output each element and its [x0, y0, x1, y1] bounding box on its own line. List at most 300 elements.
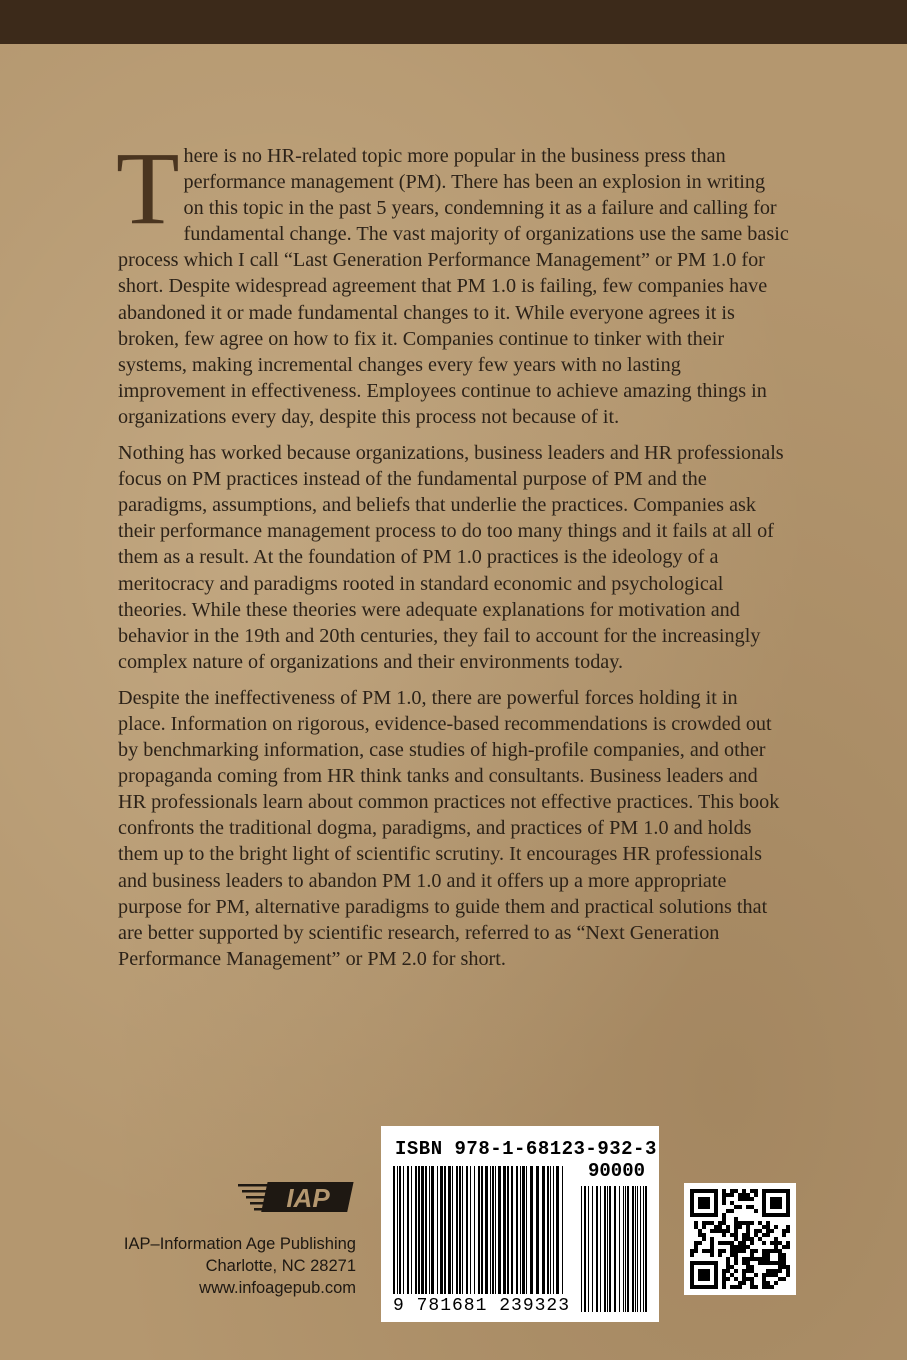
qr-module [786, 1265, 790, 1269]
qr-module [762, 1285, 766, 1289]
barcode-bar [399, 1166, 401, 1294]
qr-code [684, 1183, 796, 1295]
barcode-digits: 9 781681 239323 [393, 1296, 571, 1316]
qr-module [718, 1225, 722, 1229]
qr-module [766, 1225, 770, 1229]
qr-module [774, 1261, 778, 1265]
qr-module [734, 1233, 738, 1237]
publisher-name: IAP–Information Age Publishing [123, 1235, 356, 1253]
qr-module [690, 1253, 694, 1257]
barcode-bar [547, 1166, 549, 1294]
qr-module [782, 1253, 786, 1257]
qr-code-pattern [684, 1183, 796, 1295]
qr-module [750, 1197, 754, 1201]
qr-module [762, 1281, 766, 1285]
qr-module [734, 1269, 738, 1273]
qr-module [722, 1241, 726, 1245]
qr-module [730, 1245, 734, 1249]
qr-module [694, 1225, 698, 1229]
barcode-bar [481, 1166, 483, 1294]
barcode-bar [553, 1166, 554, 1294]
qr-module [746, 1205, 750, 1209]
qr-module [726, 1269, 730, 1273]
qr-finder [698, 1197, 710, 1209]
qr-module [766, 1269, 770, 1273]
addon-bar [596, 1186, 598, 1312]
barcode-bar [444, 1166, 446, 1294]
qr-module [722, 1249, 726, 1253]
qr-module [734, 1285, 738, 1289]
qr-module [746, 1221, 750, 1225]
qr-module [746, 1257, 750, 1261]
qr-module [738, 1205, 742, 1209]
top-band [0, 0, 907, 44]
barcode-bar [415, 1166, 417, 1294]
qr-module [742, 1241, 746, 1245]
qr-module [758, 1237, 762, 1241]
qr-module [726, 1225, 730, 1229]
qr-module [762, 1273, 766, 1277]
qr-module [762, 1225, 766, 1229]
qr-module [762, 1233, 766, 1237]
qr-module [742, 1197, 746, 1201]
qr-module [778, 1261, 782, 1265]
blurb-paragraph-3: Despite the ineffectiveness of PM 1.0, there are powerful forces holding it in place. Information on rigorous, evidence-based recommendations is crowded out by benchmarking information, case studies of high-profile companies, and other propaganda coming from HR think tanks and consultants. Business leaders and HR professionals learn about common practices not effective practices. This book confronts the traditional dogma, paradigms, and practices of PM 1.0 and holds them up to the bright light of scientific scrutiny. It encourages HR professionals and business leaders to abandon PM 1.0 and it offers up a more appropriate purpose for PM, alternative paradigms to guide them and practical solutions that are better supported by scientific research, referred to as “Next Generation Performance Management” or PM 2.0 for short. [118, 686, 780, 970]
addon-bar [623, 1186, 624, 1312]
qr-module [758, 1257, 762, 1261]
qr-module [730, 1193, 734, 1197]
qr-module [710, 1253, 714, 1257]
qr-module [694, 1221, 698, 1225]
qr-module [702, 1233, 706, 1237]
qr-module [734, 1217, 738, 1221]
qr-module [770, 1269, 774, 1273]
qr-module [746, 1197, 750, 1201]
barcode-bar [511, 1166, 513, 1294]
qr-module [746, 1193, 750, 1197]
qr-module [726, 1277, 730, 1281]
qr-module [730, 1241, 734, 1245]
blurb-paragraph-1 [116, 131, 790, 430]
qr-module [766, 1273, 770, 1277]
qr-module [774, 1237, 778, 1241]
qr-module [778, 1265, 782, 1269]
addon-bar [609, 1186, 611, 1312]
addon-bar [588, 1186, 589, 1312]
qr-module [766, 1229, 770, 1233]
qr-module [718, 1229, 722, 1233]
back-cover-blurb [116, 131, 790, 982]
barcode-bar [403, 1166, 404, 1294]
qr-module [766, 1221, 770, 1225]
qr-module [750, 1205, 754, 1209]
addon-bar [627, 1186, 629, 1312]
qr-module [770, 1241, 774, 1245]
barcode-bar [452, 1166, 453, 1294]
qr-module [734, 1205, 738, 1209]
qr-module [734, 1277, 738, 1281]
qr-module [734, 1225, 738, 1229]
qr-module [702, 1221, 706, 1225]
qr-module [710, 1245, 714, 1249]
barcode-bar [522, 1166, 525, 1294]
qr-module [738, 1193, 742, 1197]
qr-module [778, 1249, 782, 1253]
qr-module [742, 1281, 746, 1285]
qr-module [778, 1241, 782, 1245]
qr-module [730, 1201, 734, 1205]
addon-bar [604, 1186, 606, 1312]
addon-bar [640, 1186, 641, 1312]
qr-module [706, 1249, 710, 1253]
qr-module [754, 1209, 758, 1213]
qr-module [742, 1273, 746, 1277]
qr-module [774, 1269, 778, 1273]
isbn-barcode [381, 1126, 659, 1322]
qr-module [742, 1189, 746, 1193]
qr-module [762, 1241, 766, 1245]
qr-module [774, 1245, 778, 1249]
qr-module [734, 1229, 738, 1233]
barcode-bar [466, 1166, 468, 1294]
barcode-bars [381, 1126, 659, 1322]
qr-module [754, 1273, 758, 1277]
qr-module [730, 1249, 734, 1253]
qr-module [774, 1225, 778, 1229]
barcode-bar [462, 1166, 463, 1294]
qr-module [770, 1273, 774, 1277]
qr-finder [770, 1197, 782, 1209]
barcode-bar [470, 1166, 471, 1294]
barcode-bar [530, 1166, 533, 1294]
qr-module [782, 1265, 786, 1269]
addon-bar [637, 1186, 638, 1312]
qr-module [746, 1265, 750, 1269]
qr-module [710, 1229, 714, 1233]
barcode-bar [507, 1166, 509, 1294]
qr-module [762, 1249, 766, 1253]
qr-module [750, 1221, 754, 1225]
qr-module [738, 1197, 742, 1201]
qr-module [750, 1285, 754, 1289]
barcode-bar [437, 1166, 438, 1294]
qr-module [734, 1257, 738, 1261]
qr-module [778, 1257, 782, 1261]
qr-module [774, 1273, 778, 1277]
qr-module [738, 1221, 742, 1225]
barcode-bar [456, 1166, 458, 1294]
qr-module [754, 1229, 758, 1233]
qr-module [750, 1257, 754, 1261]
qr-module [758, 1261, 762, 1265]
qr-module [734, 1249, 738, 1253]
qr-module [782, 1277, 786, 1281]
qr-module [766, 1257, 770, 1261]
qr-module [722, 1201, 726, 1205]
qr-module [734, 1245, 738, 1249]
qr-module [742, 1221, 746, 1225]
barcode-bar [397, 1166, 398, 1294]
qr-module [762, 1257, 766, 1261]
qr-module [782, 1233, 786, 1237]
qr-module [754, 1193, 758, 1197]
qr-module [734, 1237, 738, 1241]
qr-module [754, 1189, 758, 1193]
barcode-bar [474, 1166, 475, 1294]
qr-module [774, 1281, 778, 1285]
addon-bar [625, 1186, 626, 1312]
qr-module [754, 1285, 758, 1289]
qr-module [746, 1277, 750, 1281]
barcode-bar [556, 1166, 559, 1294]
qr-module [726, 1265, 730, 1269]
barcode-bar [448, 1166, 451, 1294]
barcode-bar [492, 1166, 494, 1294]
barcode-bar [485, 1166, 488, 1294]
blurb-paragraph-2: Nothing has worked because organizations, business leaders and HR professionals focus on PM practices instead of the fundamental purpose of PM and the paradigms, assumptions, and beliefs that underlie the practices. Companies ask their performance management process to do too many things and it fails at all of them as a result. At the foundation of PM 1.0 practices is the ideology of a meritocracy and paradigms rooted in standard economic and psychological theories. While these theories were adequate explanations for motivation and behavior in the 19th and 20th centuries, they fail to account for the increasingly complex nature of organizations and their environments today. [118, 442, 784, 673]
qr-module [766, 1285, 770, 1289]
qr-module [778, 1253, 782, 1257]
qr-module [710, 1241, 714, 1245]
qr-module [770, 1249, 774, 1253]
qr-module [726, 1193, 730, 1197]
qr-module [750, 1269, 754, 1273]
barcode-bar [418, 1166, 420, 1294]
qr-module [742, 1257, 746, 1261]
qr-module [710, 1237, 714, 1241]
qr-module [718, 1253, 722, 1257]
qr-module [722, 1221, 726, 1225]
qr-module [722, 1277, 726, 1281]
qr-module [786, 1269, 790, 1273]
qr-module [742, 1233, 746, 1237]
qr-module [782, 1261, 786, 1265]
publisher-city: Charlotte, NC 28271 [205, 1257, 356, 1275]
qr-module [734, 1221, 738, 1225]
qr-module [698, 1241, 702, 1245]
addon-bar [600, 1186, 601, 1312]
qr-module [770, 1261, 774, 1265]
barcode-bar [536, 1166, 539, 1294]
qr-module [702, 1225, 706, 1229]
qr-module [774, 1249, 778, 1253]
qr-module [722, 1193, 726, 1197]
qr-module [722, 1213, 726, 1217]
qr-module [766, 1249, 770, 1253]
barcode-bar [562, 1166, 563, 1294]
qr-module [710, 1249, 714, 1253]
qr-module [730, 1285, 734, 1289]
qr-module [754, 1257, 758, 1261]
barcode-bar [411, 1166, 412, 1294]
qr-module [786, 1245, 790, 1249]
barcode-bar [526, 1166, 527, 1294]
barcode-bar [520, 1166, 521, 1294]
qr-module [742, 1277, 746, 1281]
qr-module [758, 1229, 762, 1233]
qr-module [730, 1265, 734, 1269]
qr-module [722, 1233, 726, 1237]
qr-module [786, 1225, 790, 1229]
qr-module [690, 1249, 694, 1253]
qr-module [774, 1241, 778, 1245]
qr-module [730, 1233, 734, 1237]
qr-module [782, 1229, 786, 1233]
qr-module [722, 1229, 726, 1233]
addon-bar [614, 1186, 616, 1312]
qr-module [770, 1229, 774, 1233]
qr-module [786, 1273, 790, 1277]
qr-module [782, 1257, 786, 1261]
qr-module [722, 1217, 726, 1221]
qr-module [738, 1281, 742, 1285]
addon-bar [592, 1186, 593, 1312]
qr-module [746, 1245, 750, 1249]
qr-module [726, 1257, 730, 1261]
qr-module [762, 1277, 766, 1281]
qr-module [722, 1189, 726, 1193]
qr-module [718, 1249, 722, 1253]
qr-module [750, 1241, 754, 1245]
addon-bar [607, 1186, 608, 1312]
qr-module [714, 1225, 718, 1229]
barcode-bar [516, 1166, 518, 1294]
addon-bar [584, 1186, 586, 1312]
barcode-bar [440, 1166, 443, 1294]
qr-module [722, 1197, 726, 1201]
qr-module [722, 1281, 726, 1285]
qr-module [750, 1281, 754, 1285]
barcode-bar [429, 1166, 430, 1294]
qr-module [750, 1237, 754, 1241]
qr-module [746, 1229, 750, 1233]
barcode-bar [407, 1166, 409, 1294]
barcode-bar [550, 1166, 551, 1294]
barcode-bar [495, 1166, 496, 1294]
qr-module [746, 1233, 750, 1237]
barcode-bar [425, 1166, 427, 1294]
publisher-url: www.infoagepub.com [199, 1279, 356, 1297]
qr-module [766, 1281, 770, 1285]
qr-module [770, 1285, 774, 1289]
addon-bar [619, 1186, 620, 1312]
qr-finder [698, 1269, 710, 1281]
qr-module [726, 1209, 730, 1213]
qr-module [722, 1273, 726, 1277]
qr-module [758, 1221, 762, 1225]
isbn-label: ISBN 978-1-68123-932-3 [395, 1138, 657, 1160]
qr-module [746, 1237, 750, 1241]
barcode-bar [393, 1166, 395, 1294]
qr-module [762, 1253, 766, 1257]
qr-module [730, 1273, 734, 1277]
qr-module [742, 1237, 746, 1241]
barcode-bar [498, 1166, 501, 1294]
qr-module [742, 1245, 746, 1249]
qr-module [706, 1221, 710, 1225]
qr-module [710, 1221, 714, 1225]
iap-logo-text: IAP [286, 1183, 330, 1213]
qr-module [742, 1193, 746, 1197]
qr-module [738, 1245, 742, 1249]
qr-module [746, 1225, 750, 1229]
price-code: 90000 [587, 1160, 645, 1182]
barcode-bar [490, 1166, 491, 1294]
qr-module [694, 1245, 698, 1249]
addon-bar [643, 1186, 644, 1312]
qr-module [750, 1253, 754, 1257]
barcode-bar [431, 1166, 434, 1294]
qr-module [734, 1253, 738, 1257]
qr-module [782, 1245, 786, 1249]
qr-module [726, 1241, 730, 1245]
qr-module [738, 1249, 742, 1253]
addon-bar [632, 1186, 634, 1312]
barcode-bar [503, 1166, 506, 1294]
iap-logo [238, 1180, 356, 1216]
qr-module [766, 1261, 770, 1265]
qr-module [742, 1261, 746, 1265]
qr-module [730, 1209, 734, 1213]
addon-bar [635, 1186, 636, 1312]
qr-module [750, 1277, 754, 1281]
qr-module [762, 1261, 766, 1265]
qr-module [766, 1253, 770, 1257]
qr-module [750, 1249, 754, 1253]
barcode-bar [478, 1166, 480, 1294]
qr-module [734, 1189, 738, 1193]
qr-module [750, 1189, 754, 1193]
qr-module [746, 1261, 750, 1265]
qr-module [730, 1253, 734, 1257]
barcode-bar [421, 1166, 424, 1294]
qr-module [730, 1189, 734, 1193]
drop-cap: T [116, 131, 180, 246]
qr-module [750, 1265, 754, 1269]
qr-module [698, 1233, 702, 1237]
qr-module [738, 1285, 742, 1289]
blurb-paragraph-1-text: here is no HR-related topic more popular in the business press than performance management (PM). There has been an explosion in writing on this topic in the past 5 years, condemning it as a failure and calling for fundamental change. The vast majority of organizations use the same basic process which I call “Last Generation Performance Management” or PM 1.0 for short. Despite widespread agreement that PM 1.0 is failing, few companies have abandoned it or made fundamental changes to it. While everyone agrees it is broken, few agree on how to fix it. Companies continue to tinker with their systems, making incremental changes every few years with no lasting improvement in effectiveness. Employees continue to achieve amazing things in organizations every day, despite this process not because of it. [118, 145, 789, 428]
barcode-bar [459, 1166, 461, 1294]
qr-module [726, 1229, 730, 1233]
qr-module [718, 1241, 722, 1245]
qr-module [722, 1269, 726, 1273]
qr-module [742, 1249, 746, 1253]
qr-module [726, 1261, 730, 1265]
qr-module [738, 1225, 742, 1229]
qr-module [778, 1277, 782, 1281]
qr-module [786, 1241, 790, 1245]
qr-module [722, 1285, 726, 1289]
qr-module [766, 1233, 770, 1237]
qr-module [738, 1241, 742, 1245]
addon-bar [581, 1186, 582, 1312]
qr-module [746, 1269, 750, 1273]
qr-module [754, 1233, 758, 1237]
qr-module [718, 1221, 722, 1225]
qr-module [702, 1237, 706, 1241]
qr-module [694, 1249, 698, 1253]
addon-bar [645, 1186, 647, 1312]
qr-module [698, 1229, 702, 1233]
barcode-bar [542, 1166, 545, 1294]
qr-module [786, 1229, 790, 1233]
qr-module [778, 1269, 782, 1273]
qr-module [742, 1269, 746, 1273]
qr-module [694, 1241, 698, 1245]
qr-module [702, 1249, 706, 1253]
qr-module [734, 1261, 738, 1265]
